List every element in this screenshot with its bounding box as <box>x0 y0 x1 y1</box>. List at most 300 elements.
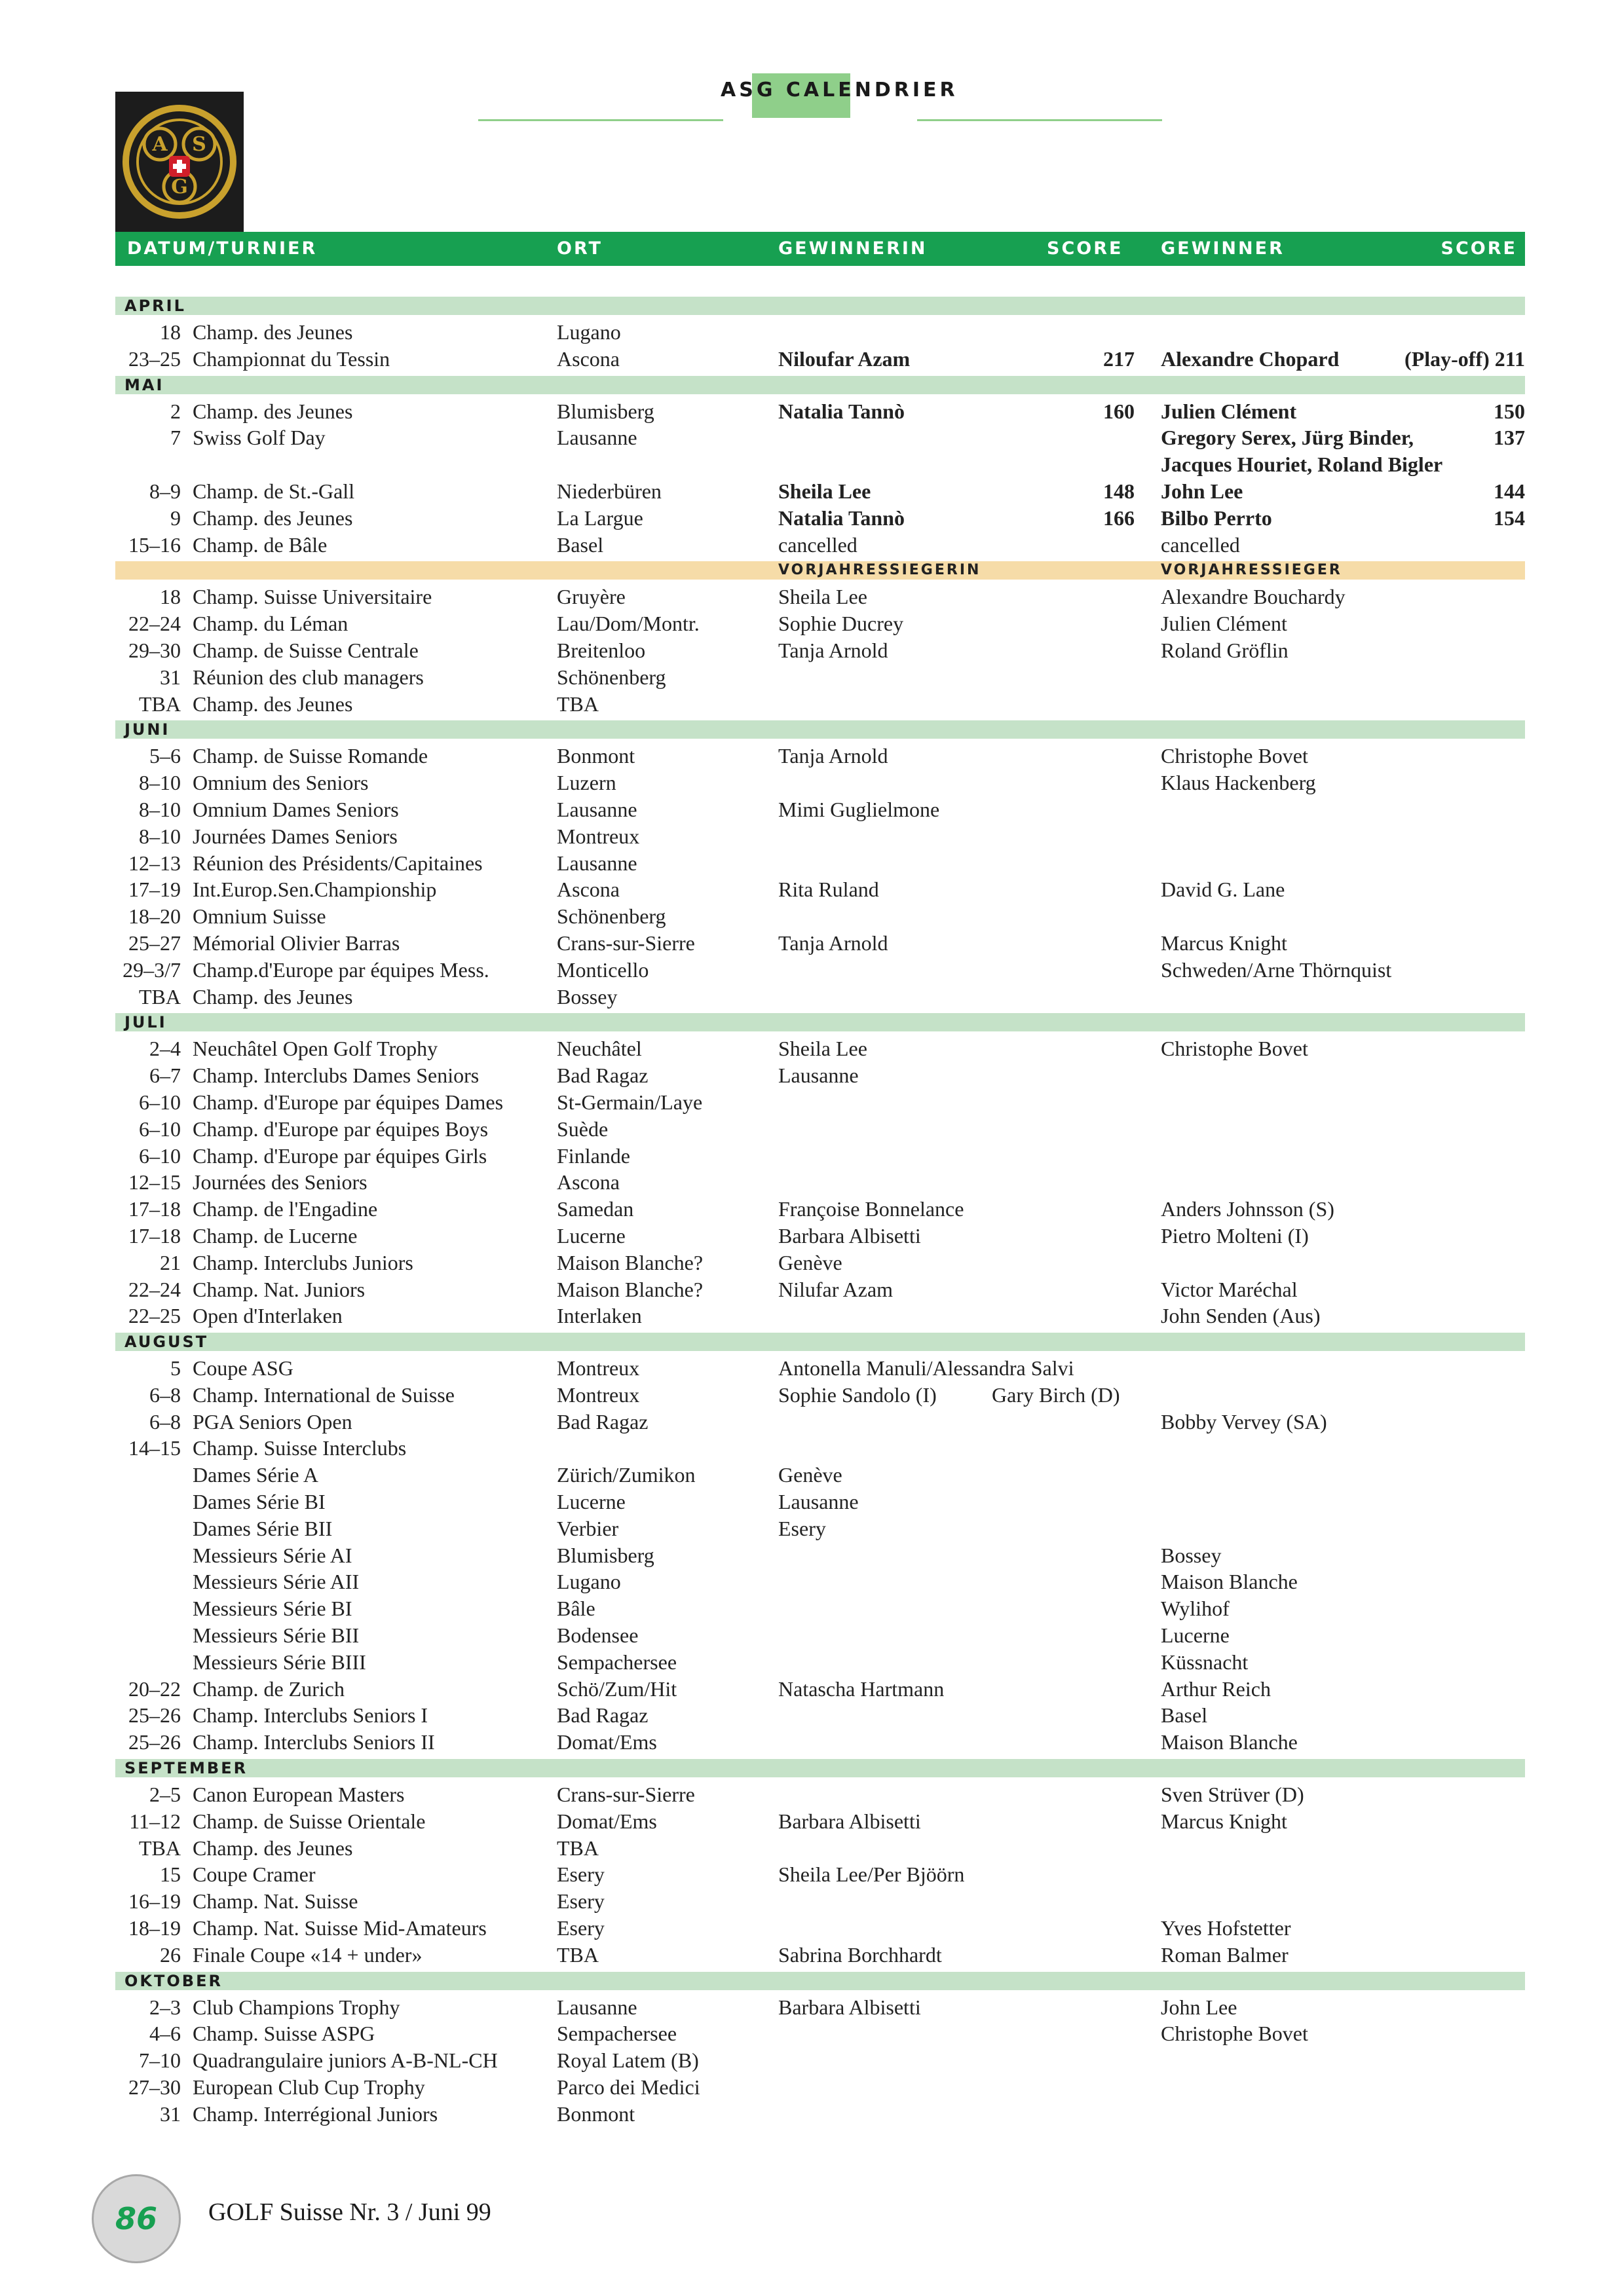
event-tournament: Champ. Interrégional Juniors <box>193 2102 438 2126</box>
event-winner-men: Basel <box>1161 1703 1208 1728</box>
event-winner-men: Maison Blanche <box>1161 1570 1298 1594</box>
event-winner-men: Julien Clément <box>1161 612 1287 636</box>
event-date: 22–24 <box>128 1277 181 1301</box>
event-row <box>115 957 1525 984</box>
event-tournament: Champ. d'Europe par équipes Girls <box>193 1143 487 1168</box>
event-place: Bad Ragaz <box>557 1064 649 1088</box>
event-date: 21 <box>160 1250 181 1274</box>
event-score-men: 144 <box>1494 479 1525 503</box>
event-tournament: Quadrangulaire juniors A-B-NL-CH <box>193 2048 498 2073</box>
event-winner-women: Sheila Lee <box>778 585 867 609</box>
event-winner-men: Küssnacht <box>1161 1650 1249 1674</box>
event-row <box>115 1489 1525 1515</box>
event-winner-women: Barbara Albisetti <box>778 1223 921 1248</box>
event-date: 9 <box>170 506 181 530</box>
event-row <box>115 1835 1525 1862</box>
event-date: 8–10 <box>139 797 181 821</box>
event-row <box>115 583 1525 610</box>
event-place: Lugano <box>557 320 621 344</box>
event-winner-men: Pietro Molteni (I) <box>1161 1223 1309 1248</box>
event-tournament: Champ. de l'Engadine <box>193 1197 378 1221</box>
event-winner-men: Yves Hofstetter <box>1161 1916 1291 1940</box>
event-place: Luzern <box>557 771 616 795</box>
event-row <box>115 1382 1525 1409</box>
event-place: Zürich/Zumikon <box>557 1463 696 1487</box>
event-date: 8–10 <box>139 824 181 848</box>
event-place: Montreux <box>557 824 640 848</box>
event-row <box>115 1089 1525 1116</box>
event-winner-men: Bossey <box>1161 1543 1222 1567</box>
event-place: Lugano <box>557 1570 621 1594</box>
event-score-women: 217 <box>1103 346 1135 371</box>
event-winner-men: Arthur Reich <box>1161 1676 1271 1701</box>
event-winner-women: Mimi Guglielmone <box>778 797 940 821</box>
event-winner-women: Barbara Albisetti <box>778 1995 921 2019</box>
event-place: Esery <box>557 1916 605 1940</box>
event-row <box>115 1994 1525 2021</box>
event-place: Lausanne <box>557 797 637 821</box>
event-place: Finlande <box>557 1143 630 1168</box>
event-tournament: Omnium des Seniors <box>193 771 369 795</box>
event-place: Niederbüren <box>557 479 662 503</box>
event-winner-men: Sven Strüver (D) <box>1161 1783 1304 1807</box>
event-tournament: Messieurs Série BII <box>193 1623 360 1648</box>
event-tournament: Omnium Dames Seniors <box>193 797 399 821</box>
event-row <box>115 637 1525 664</box>
event-winner-men: Wylihof <box>1161 1597 1230 1621</box>
event-winner-men: Alexandre Bouchardy <box>1161 585 1346 609</box>
event-row <box>115 1729 1525 1756</box>
event-date: 31 <box>160 665 181 689</box>
event-place: Interlaken <box>557 1304 642 1328</box>
event-date: 17–19 <box>128 878 181 902</box>
event-date: 16–19 <box>128 1889 181 1914</box>
event-tournament: Champ. Nat. Suisse <box>193 1889 358 1914</box>
event-row <box>115 1542 1525 1569</box>
event-row <box>115 1888 1525 1915</box>
event-place: Maison Blanche? <box>557 1277 704 1301</box>
event-winner-men: Schweden/Arne Thörnquist <box>1161 957 1392 982</box>
event-date: 6–8 <box>149 1409 181 1434</box>
event-tournament: Champ. Interclubs Seniors II <box>193 1730 435 1754</box>
event-winner-men: Julien Clément <box>1161 399 1297 423</box>
event-place: Bossey <box>557 984 618 1009</box>
event-place: Maison Blanche? <box>557 1250 704 1274</box>
page-number: 86 <box>115 2201 157 2236</box>
event-place: Bodensee <box>557 1623 639 1648</box>
event-place: Crans-sur-Sierre <box>557 931 695 955</box>
event-place: TBA <box>557 1942 599 1967</box>
event-date: 8–9 <box>149 479 181 503</box>
event-date: 18–20 <box>128 904 181 929</box>
event-row <box>115 398 1525 425</box>
event-row <box>115 1462 1525 1489</box>
event-winner-women: Sabrina Borchhardt <box>778 1942 942 1967</box>
event-winner-men: Klaus Hackenberg <box>1161 771 1316 795</box>
event-date: 27–30 <box>128 2075 181 2100</box>
event-row <box>115 1355 1525 1382</box>
event-place: Lucerne <box>557 1490 626 1514</box>
event-winner-men: John Lee <box>1161 479 1243 503</box>
event-tournament: Mémorial Olivier Barras <box>193 931 400 955</box>
asg-logo-emblem <box>115 92 244 232</box>
event-row <box>115 1435 1525 1462</box>
event-row <box>115 1649 1525 1676</box>
event-winner-men: Anders Johnsson (S) <box>1161 1197 1334 1221</box>
event-date: 7–10 <box>139 2048 181 2073</box>
event-place: Montreux <box>557 1382 640 1407</box>
event-winner-women: Rita Ruland <box>778 878 879 902</box>
event-date: 18–19 <box>128 1916 181 1940</box>
event-winner-women: Antonella Manuli/Alessandra Salvi <box>778 1356 1074 1380</box>
col-winner-women: GEWINNERIN <box>778 238 928 259</box>
event-tournament: Canon European Masters <box>193 1783 405 1807</box>
event-place: Sempachersee <box>557 1650 677 1674</box>
logo-cross-horizontal <box>173 164 186 169</box>
event-row <box>115 1062 1525 1089</box>
event-place: Blumisberg <box>557 399 654 423</box>
event-place: Domat/Ems <box>557 1809 657 1833</box>
month-label: OKTOBER <box>124 1971 223 1990</box>
col-place: ORT <box>557 238 603 259</box>
month-header <box>115 376 1525 394</box>
event-tournament: Club Champions Trophy <box>193 1995 400 2019</box>
event-date: 5 <box>170 1356 181 1380</box>
event-winner-men: Christophe Bovet <box>1161 744 1308 768</box>
event-row <box>115 1250 1525 1276</box>
event-date: 12–15 <box>128 1170 181 1194</box>
event-row <box>115 505 1525 532</box>
event-place: Bonmont <box>557 2102 635 2126</box>
event-tournament: Coupe Cramer <box>193 1862 316 1887</box>
event-place: Parco dei Medici <box>557 2075 700 2100</box>
event-date: 26 <box>160 1942 181 1967</box>
event-row <box>115 1942 1525 1969</box>
month-header <box>115 1759 1525 1777</box>
logo-letter-s: S <box>192 133 206 156</box>
event-winner-men: Marcus Knight <box>1161 931 1287 955</box>
event-date: 14–15 <box>128 1436 181 1460</box>
event-date: 22–24 <box>128 612 181 636</box>
event-score-women: 160 <box>1103 399 1135 423</box>
event-tournament: Champ. des Jeunes <box>193 320 353 344</box>
event-winner-women: Natascha Hartmann <box>778 1676 945 1701</box>
month-header <box>115 297 1525 315</box>
event-tournament: Neuchâtel Open Golf Trophy <box>193 1037 438 1061</box>
event-winner-men: cancelled <box>1161 532 1240 557</box>
event-winner-men: John Senden (Aus) <box>1161 1304 1321 1328</box>
event-tournament: Champ. des Jeunes <box>193 506 353 530</box>
event-tournament: Champ. Suisse Universitaire <box>193 585 432 609</box>
event-date: 18 <box>160 585 181 609</box>
event-date: 2 <box>170 399 181 423</box>
event-winner-men: Christophe Bovet <box>1161 1037 1308 1061</box>
event-score-men: 150 <box>1494 399 1525 423</box>
event-score-women: 148 <box>1103 479 1135 503</box>
event-tournament: Journées Dames Seniors <box>193 824 398 848</box>
event-date: 29–3/7 <box>122 957 181 982</box>
event-tournament: Champ. Suisse ASPG <box>193 2022 375 2046</box>
page-title-text: ASG CALENDRIER <box>721 79 958 102</box>
event-tournament: Dames Série A <box>193 1463 318 1487</box>
event-date: 6–8 <box>149 1382 181 1407</box>
event-place: Montreux <box>557 1356 640 1380</box>
event-winner-women: Niloufar Azam <box>778 346 911 371</box>
event-date: 15 <box>160 1862 181 1887</box>
event-place: Esery <box>557 1862 605 1887</box>
event-place: Lausanne <box>557 426 637 450</box>
event-place: Ascona <box>557 878 620 902</box>
event-winner-women: Genève <box>778 1463 842 1487</box>
event-winner-men: Roland Gröflin <box>1161 638 1289 662</box>
event-place: Monticello <box>557 957 649 982</box>
month-label: JUNI <box>124 720 170 739</box>
event-date: 2–3 <box>149 1995 181 2019</box>
event-row <box>115 664 1525 691</box>
event-row <box>115 1116 1525 1143</box>
page-number-badge <box>92 2174 181 2263</box>
event-row <box>115 743 1525 769</box>
event-place: Basel <box>557 532 604 557</box>
event-winner-women: Tanja Arnold <box>778 744 888 768</box>
event-row <box>115 346 1525 373</box>
event-date: 6–10 <box>139 1143 181 1168</box>
previous-winners-header <box>115 561 1525 580</box>
event-winner-women: Sheila Lee/Per Bjöörn <box>778 1862 965 1887</box>
event-tournament: European Club Cup Trophy <box>193 2075 425 2100</box>
event-tournament: Champ. des Jeunes <box>193 399 353 423</box>
event-row <box>115 1303 1525 1329</box>
event-row <box>115 2074 1525 2101</box>
event-row <box>115 1676 1525 1703</box>
event-tournament: Messieurs Série BIII <box>193 1650 366 1674</box>
event-date: 4–6 <box>149 2022 181 2046</box>
event-date: 31 <box>160 2102 181 2126</box>
event-tournament: Journées des Seniors <box>193 1170 367 1194</box>
title-rule-right <box>917 119 1162 121</box>
event-tournament: Swiss Golf Day <box>193 426 326 450</box>
event-place: Breitenloo <box>557 638 646 662</box>
event-place: Lau/Dom/Montr. <box>557 612 700 636</box>
month-label: SEPTEMBER <box>124 1759 248 1778</box>
month-header <box>115 1013 1525 1031</box>
event-place: TBA <box>557 1836 599 1860</box>
event-date: 11–12 <box>129 1809 181 1833</box>
event-tournament: Champ. de Bâle <box>193 532 328 557</box>
table-header <box>115 232 1525 266</box>
event-place: Domat/Ems <box>557 1730 657 1754</box>
event-winner-men: Jacques Houriet, Roland Bigler <box>1161 453 1443 477</box>
event-tournament: Champ. de Suisse Centrale <box>193 638 419 662</box>
col-date-tournament: DATUM/TURNIER <box>127 238 318 259</box>
event-winner-men: Marcus Knight <box>1161 1809 1287 1833</box>
event-tournament: Champ. de Suisse Romande <box>193 744 428 768</box>
event-winner-women: Tanja Arnold <box>778 638 888 662</box>
event-place: Schö/Zum/Hit <box>557 1676 677 1701</box>
event-row <box>115 319 1525 346</box>
event-place: Schönenberg <box>557 904 666 929</box>
event-row <box>115 424 1525 451</box>
event-row <box>115 1781 1525 1808</box>
event-place: Lucerne <box>557 1223 626 1248</box>
event-winner-men: Alexandre Chopard <box>1161 346 1340 371</box>
event-place: Bâle <box>557 1597 595 1621</box>
event-place: Neuchâtel <box>557 1037 642 1061</box>
event-date: 25–26 <box>128 1703 181 1728</box>
asg-logo <box>115 92 244 232</box>
event-winner-men: Maison Blanche <box>1161 1730 1298 1754</box>
event-row <box>115 1861 1525 1888</box>
event-tournament: Finale Coupe «14 + under» <box>193 1942 423 1967</box>
event-tournament: Champ. d'Europe par équipes Boys <box>193 1117 489 1141</box>
event-score-men: 154 <box>1494 506 1525 530</box>
event-place: Blumisberg <box>557 1543 654 1567</box>
event-winner-men: John Lee <box>1161 1995 1237 2019</box>
event-row <box>115 769 1525 796</box>
event-place: La Largue <box>557 506 643 530</box>
event-date: TBA <box>139 692 181 716</box>
event-date: TBA <box>139 984 181 1009</box>
event-date: 25–27 <box>128 931 181 955</box>
event-row <box>115 876 1525 903</box>
event-place: Esery <box>557 1889 605 1914</box>
event-row <box>115 850 1525 877</box>
event-place: St-Germain/Laye <box>557 1090 703 1114</box>
publication-info: GOLF Suisse Nr. 3 / Juni 99 <box>208 2198 491 2226</box>
event-date: 22–25 <box>128 1304 181 1328</box>
title-rule-left <box>478 119 723 121</box>
event-winner-women: Natalia Tannò <box>778 506 905 530</box>
event-tournament: Champ. Interclubs Dames Seniors <box>193 1064 480 1088</box>
event-winner-women: Barbara Albisetti <box>778 1809 921 1833</box>
event-winner-men: Lucerne <box>1161 1623 1230 1648</box>
event-tournament: Open d'Interlaken <box>193 1304 343 1328</box>
event-winner-women: Sheila Lee <box>778 1037 867 1061</box>
event-place: TBA <box>557 692 599 716</box>
event-winner-men: David G. Lane <box>1161 878 1285 902</box>
event-row <box>115 903 1525 930</box>
event-place: Lausanne <box>557 1995 637 2019</box>
event-date: 17–18 <box>128 1223 181 1248</box>
event-place: Lausanne <box>557 851 637 875</box>
event-date: 23–25 <box>128 346 181 371</box>
col-winner-men: GEWINNER <box>1161 238 1285 259</box>
event-date: 15–16 <box>128 532 181 557</box>
event-place: Suède <box>557 1117 609 1141</box>
event-row <box>115 1702 1525 1729</box>
event-row <box>115 2020 1525 2047</box>
event-row <box>115 610 1525 637</box>
event-tournament: Champ. de Lucerne <box>193 1223 358 1248</box>
event-winner-men: Christophe Bovet <box>1161 2022 1308 2046</box>
event-row <box>115 1409 1525 1435</box>
event-row <box>115 532 1525 559</box>
event-row <box>115 1276 1525 1303</box>
event-tournament: Dames Série BI <box>193 1490 326 1514</box>
event-winner-men: Bilbo Perrto <box>1161 506 1272 530</box>
event-winner-women: Lausanne <box>778 1064 859 1088</box>
event-row <box>115 1808 1525 1835</box>
event-tournament: Champ. International de Suisse <box>193 1382 455 1407</box>
event-date: 5–6 <box>149 744 181 768</box>
event-row <box>115 984 1525 1010</box>
month-label: APRIL <box>124 297 186 315</box>
event-tournament: Champ. Interclubs Juniors <box>193 1250 413 1274</box>
event-tournament: Champ. des Jeunes <box>193 1836 353 1860</box>
col-score-women: SCORE <box>1047 238 1123 259</box>
event-tournament: PGA Seniors Open <box>193 1409 352 1434</box>
event-date: 12–13 <box>128 851 181 875</box>
event-winner-women: Nilufar Azam <box>778 1277 894 1301</box>
event-winner-women: Sophie Sandolo (I) <box>778 1382 937 1407</box>
event-tournament: Champ. des Jeunes <box>193 692 353 716</box>
event-place: Samedan <box>557 1197 634 1221</box>
event-tournament: Champ. du Léman <box>193 612 348 636</box>
event-place: Verbier <box>557 1516 619 1540</box>
event-winner-women: cancelled <box>778 532 857 557</box>
event-row <box>115 1915 1525 1942</box>
event-winner-women: Françoise Bonnelance <box>778 1197 964 1221</box>
event-row <box>115 1035 1525 1062</box>
event-winner-men: Victor Maréchal <box>1161 1277 1298 1301</box>
event-date: 20–22 <box>128 1676 181 1701</box>
event-place: Ascona <box>557 346 620 371</box>
event-row <box>115 1196 1525 1223</box>
event-tournament: Champ. de Suisse Orientale <box>193 1809 426 1833</box>
event-place: Ascona <box>557 1170 620 1194</box>
month-label: JULI <box>124 1013 167 1032</box>
event-tournament: Champ. des Jeunes <box>193 984 353 1009</box>
month-label: AUGUST <box>124 1333 209 1352</box>
event-row <box>115 1568 1525 1595</box>
event-place: Schönenberg <box>557 665 666 689</box>
page-title <box>721 79 958 102</box>
event-date: 7 <box>170 426 181 450</box>
event-date: 2–4 <box>149 1037 181 1061</box>
event-place: Crans-sur-Sierre <box>557 1783 695 1807</box>
event-date: 18 <box>160 320 181 344</box>
event-place: Sempachersee <box>557 2022 677 2046</box>
logo-letter-a: A <box>152 133 168 156</box>
event-place: Royal Latem (B) <box>557 2048 699 2073</box>
calendar-table <box>115 293 1525 2128</box>
event-score-women: 166 <box>1103 506 1135 530</box>
event-winner-women: Sophie Ducrey <box>778 612 904 636</box>
event-row <box>115 823 1525 850</box>
event-winner-women: Sheila Lee <box>778 479 871 503</box>
month-label: MAI <box>124 375 164 394</box>
event-tournament: Dames Série BII <box>193 1516 333 1540</box>
event-tournament: Champ. Nat. Juniors <box>193 1277 366 1301</box>
event-row <box>115 478 1525 505</box>
event-tournament: Messieurs Série BI <box>193 1597 352 1621</box>
event-score-men: 137 <box>1494 426 1525 450</box>
event-row <box>115 1223 1525 1250</box>
event-date: TBA <box>139 1836 181 1860</box>
event-row <box>115 1595 1525 1622</box>
event-date: 6–10 <box>139 1090 181 1114</box>
event-tournament: Réunion des club managers <box>193 665 424 689</box>
event-winner-women: Lausanne <box>778 1490 859 1514</box>
event-date: 29–30 <box>128 638 181 662</box>
event-date: 6–7 <box>149 1064 181 1088</box>
event-date: 25–26 <box>128 1730 181 1754</box>
event-tournament: Champ. Interclubs Seniors I <box>193 1703 428 1728</box>
event-date: 2–5 <box>149 1783 181 1807</box>
previous-winner-women-label: VORJAHRESSIEGERIN <box>778 562 981 579</box>
month-header <box>115 1972 1525 1990</box>
event-tournament: Champ. de Zurich <box>193 1676 345 1701</box>
